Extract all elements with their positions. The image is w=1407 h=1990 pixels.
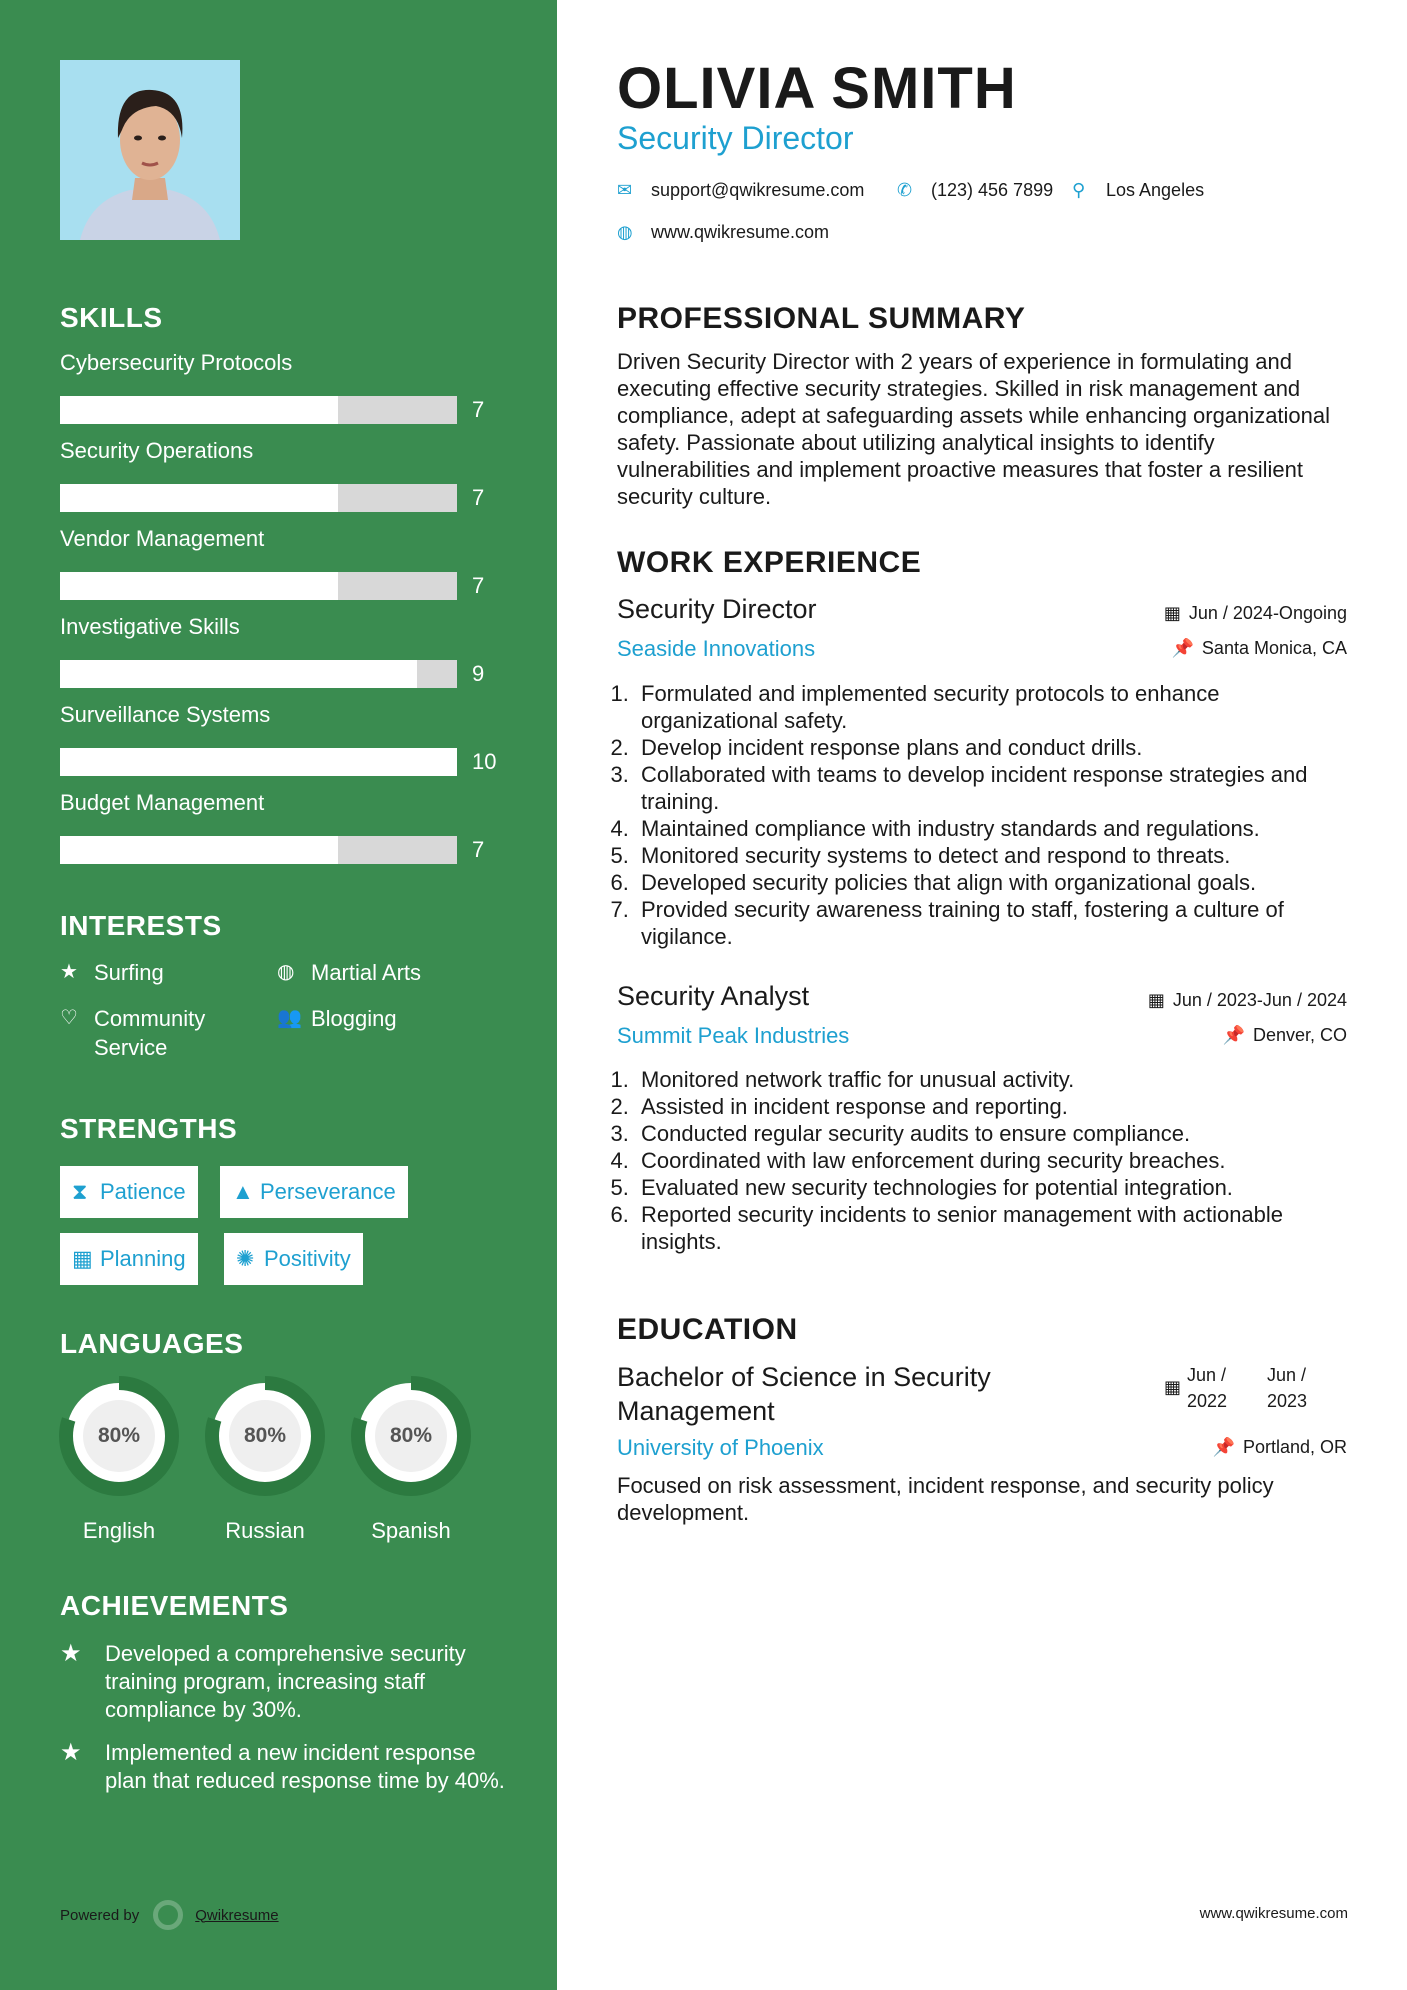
strength-label: Positivity [264, 1246, 351, 1271]
skill-item [60, 790, 500, 862]
skill-bar-fill [60, 396, 338, 424]
job-dates-text: Jun / 2023-Jun / 2024 [1172, 990, 1347, 1010]
star-icon: ★ [60, 961, 78, 983]
skill-bar [60, 836, 457, 864]
interest-label: Martial Arts [311, 960, 422, 985]
skill-bar-fill [60, 660, 417, 688]
interest-item [277, 958, 497, 987]
powered-by-link[interactable]: Qwikresume [195, 1906, 279, 1924]
road-icon: ▲ [232, 1179, 254, 1204]
interests-heading: INTERESTS [60, 910, 222, 941]
strengths-heading: STRENGTHS [60, 1113, 238, 1144]
duty-item: 5. Evaluated new security technologies for potential integration. [635, 1174, 1352, 1201]
strength-badge [220, 1166, 408, 1218]
skill-value: 9 [472, 661, 485, 686]
language-name: Russian [225, 1518, 305, 1543]
pin-icon: 📌 [1171, 638, 1194, 658]
strength-badge [224, 1233, 363, 1285]
skill-label: Security Operations [60, 438, 254, 463]
skill-value: 10 [472, 749, 497, 774]
language-name: Spanish [371, 1518, 451, 1543]
job-dates-text: Jun / 2024-Ongoing [1188, 603, 1347, 623]
achievements-heading: ACHIEVEMENTS [60, 1590, 289, 1621]
strength-badge [60, 1233, 198, 1285]
skills-heading: SKILLS [60, 302, 163, 333]
duty-item: 7. Provided security awareness training to staff, fostering a culture of vigilance. [635, 896, 1352, 950]
job-location-text: Denver, CO [1252, 1025, 1347, 1045]
job-dates [1164, 603, 1347, 624]
globe-icon: ◍ [277, 961, 295, 983]
skill-item [60, 438, 500, 510]
contact-website [617, 222, 829, 243]
skill-value: 7 [472, 485, 485, 510]
degree-title: Bachelor of Science in Security Management [617, 1362, 991, 1426]
education-location-text: Portland, OR [1242, 1437, 1347, 1457]
strength-label: Perseverance [260, 1179, 396, 1204]
languages-heading: LANGUAGES [60, 1328, 244, 1359]
skill-label: Cybersecurity Protocols [60, 350, 293, 375]
shooting-star-icon: ★ [60, 1640, 82, 1667]
duty-item: 6. Reported security incidents to senior management with actionable insights. [635, 1201, 1352, 1255]
skill-value: 7 [472, 573, 485, 598]
skill-value: 7 [472, 837, 485, 862]
profile-photo [60, 60, 240, 240]
school-name: University of Phoenix [617, 1435, 824, 1460]
job-title: Security Analyst [617, 981, 810, 1011]
duty-item: 4. Maintained compliance with industry standards and regulations. [635, 815, 1352, 842]
summary-text: Driven Security Director with 2 years of experience in formulating and executing effective security strategies. Skilled in risk management and compliance, adept at safeguarding assets while enhancing organizational safety. Passionate about utilizing analytical insights to identify vulnerabilities and implement proactive measures that foster a resilient security culture. [617, 349, 1331, 509]
edu-start-year: 2022 [1187, 1391, 1228, 1411]
achievement-item [60, 1640, 520, 1724]
strength-badge [60, 1166, 198, 1218]
skill-item [60, 350, 500, 422]
duty-item: 1. Formulated and implemented security protocols to enhance organizational safety. [635, 680, 1352, 734]
job-location [1172, 638, 1348, 659]
candidate-title: Security Director [617, 120, 854, 156]
edu-end-month: Jun / [1267, 1365, 1307, 1385]
language-percent: 80% [243, 1424, 287, 1447]
envelope-icon: ✉ [617, 180, 633, 200]
map-pin-icon: ⚲ [1072, 180, 1086, 200]
job-location [1223, 1025, 1347, 1046]
skill-item [60, 526, 500, 598]
job-location-text: Santa Monica, CA [1201, 638, 1347, 658]
contact-email [617, 180, 864, 201]
calendar-icon: ▦ [1147, 990, 1165, 1010]
education-description: Focused on risk assessment, incident response, and security policy development. [617, 1473, 1274, 1525]
candidate-name: OLIVIA SMITH [617, 56, 1017, 121]
interest-label: Surfing [94, 960, 164, 985]
skill-label: Surveillance Systems [60, 702, 271, 727]
skill-bar [60, 748, 457, 776]
duty-item: 2. Assisted in incident response and reporting. [635, 1093, 1352, 1120]
summary-heading: PROFESSIONAL SUMMARY [617, 302, 1026, 335]
globe-icon: ◍ [617, 222, 633, 242]
experience-heading: WORK EXPERIENCE [617, 546, 922, 579]
education-heading: EDUCATION [617, 1313, 798, 1346]
duty-item: 6. Developed security policies that align with organizational goals. [635, 869, 1352, 896]
skill-bar [60, 572, 457, 600]
duty-item: 5. Monitored security systems to detect and respond to threats. [635, 842, 1352, 869]
edu-end-year: 2023 [1267, 1391, 1308, 1411]
language-percent: 80% [97, 1424, 141, 1447]
phone-icon: ✆ [897, 180, 913, 200]
skill-value: 7 [472, 397, 485, 422]
achievement-item [60, 1739, 520, 1795]
interest-item [277, 1004, 497, 1033]
website-link[interactable]: www.qwikresume.com [651, 222, 830, 242]
strength-label: Patience [100, 1179, 186, 1204]
edu-start-month: Jun / [1187, 1365, 1227, 1385]
job-duties [617, 1066, 1352, 1255]
hourglass-icon: ⧗ [72, 1179, 88, 1204]
education-dates [1164, 1362, 1307, 1414]
email-link[interactable]: support@qwikresume.com [651, 180, 865, 200]
skill-bar [60, 396, 457, 424]
duty-item: 4. Coordinated with law enforcement during security breaches. [635, 1147, 1352, 1174]
job-duties [617, 680, 1352, 950]
duty-item: 1. Monitored network traffic for unusual activity. [635, 1066, 1352, 1093]
job-company: Seaside Innovations [617, 636, 816, 661]
contact-phone [897, 180, 1053, 201]
sun-icon: ✺ [236, 1246, 255, 1271]
interest-item [60, 1004, 210, 1062]
skill-label: Vendor Management [60, 526, 265, 551]
interest-item [60, 958, 260, 987]
contact-location [1072, 180, 1204, 201]
skill-bar [60, 484, 457, 512]
skill-bar [60, 660, 457, 688]
interest-label: Community Service [94, 1006, 206, 1060]
language-item [57, 1374, 181, 1544]
skill-bar-fill [60, 484, 338, 512]
education-location [1213, 1437, 1347, 1458]
duty-item: 3. Collaborated with teams to develop incident response strategies and training. [635, 761, 1352, 815]
language-name: English [82, 1518, 156, 1543]
skill-label: Budget Management [60, 790, 265, 815]
calendar-icon: ▦ [1163, 603, 1181, 623]
calendar-icon: ▦ [72, 1246, 93, 1271]
job-company: Summit Peak Industries [617, 1023, 850, 1048]
powered-by [60, 1900, 279, 1930]
shooting-star-icon: ★ [60, 1739, 82, 1766]
footer-website[interactable]: www.qwikresume.com [1199, 1905, 1348, 1922]
duty-item: 3. Conducted regular security audits to ensure compliance. [635, 1120, 1352, 1147]
powered-by-label: Powered by [60, 1906, 140, 1924]
sidebar [0, 0, 557, 1990]
hand-icon: ♡ [60, 1007, 78, 1029]
skill-label: Investigative Skills [60, 614, 240, 639]
language-item [203, 1374, 327, 1544]
achievement-text: Developed a comprehensive security training program, increasing staff compliance by 30%. [105, 1641, 466, 1722]
skill-bar-fill [60, 748, 457, 776]
users-icon: 👥 [277, 1007, 302, 1029]
skill-bar-fill [60, 572, 338, 600]
qwikresume-logo-icon [153, 1900, 183, 1930]
interest-label: Blogging [311, 1006, 397, 1031]
duty-item: 2. Develop incident response plans and conduct drills. [635, 734, 1352, 761]
skill-bar-fill [60, 836, 338, 864]
location-text: Los Angeles [1106, 180, 1205, 200]
language-percent: 80% [389, 1424, 433, 1447]
pin-icon: 📌 [1212, 1437, 1235, 1457]
skill-item [60, 614, 500, 686]
skill-item [60, 702, 500, 774]
job-dates [1148, 990, 1347, 1011]
strength-label: Planning [100, 1246, 186, 1271]
phone-text: (123) 456 7899 [931, 180, 1054, 200]
pin-icon: 📌 [1222, 1025, 1245, 1045]
language-item [349, 1374, 473, 1544]
job-title: Security Director [617, 594, 817, 624]
calendar-icon: ▦ [1164, 1377, 1182, 1397]
achievement-text: Implemented a new incident response plan that reduced response time by 40%. [105, 1740, 505, 1793]
